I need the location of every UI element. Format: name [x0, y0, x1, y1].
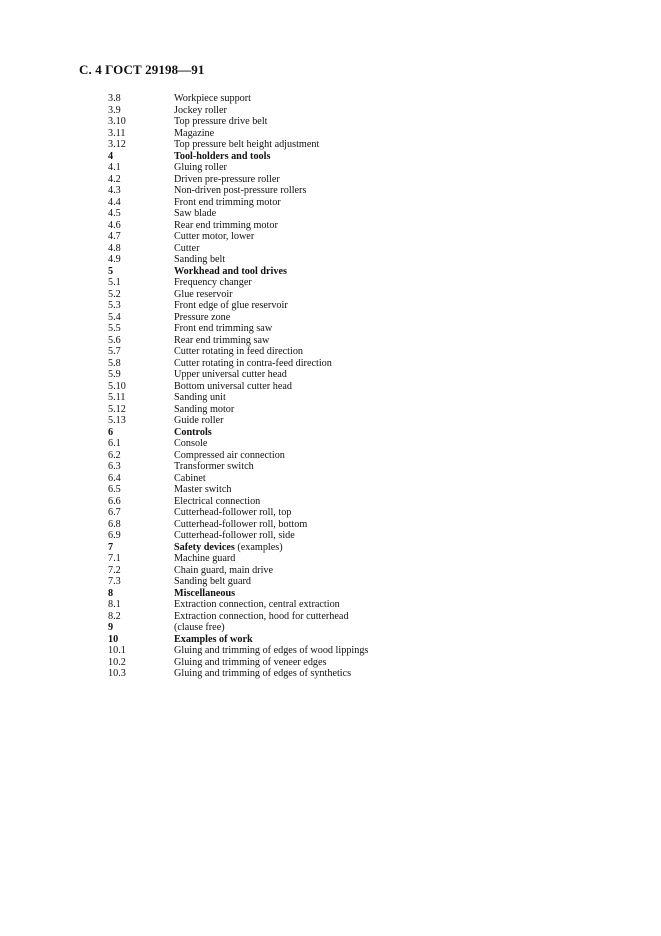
item-label: Rear end trimming saw: [174, 334, 270, 346]
legend-item: [108, 496, 628, 508]
item-number: 7: [108, 541, 114, 553]
item-number: 3.10: [108, 116, 126, 127]
item-label: Extraction connection, central extraction: [174, 599, 340, 610]
item-label: Chain guard, main drive: [174, 564, 274, 576]
item-number: 6.1: [108, 438, 121, 449]
item-label: Non-driven post-pressure rollers: [174, 185, 307, 196]
item-number: 4.7: [108, 231, 121, 242]
item-text: [174, 496, 628, 508]
legend-item: [108, 277, 628, 289]
item-label: Gluing and trimming of veneer edges: [174, 656, 327, 668]
legend-item: [108, 611, 628, 623]
legend-item: [108, 645, 628, 657]
item-text: [174, 576, 628, 588]
item-label: Controls: [174, 426, 212, 438]
section-heading-row: [108, 151, 628, 163]
item-number: 8: [108, 587, 114, 599]
item-number: 3.12: [108, 139, 126, 150]
legend-item: [108, 461, 628, 473]
item-number: 4.2: [108, 173, 121, 185]
item-number: 7.2: [108, 564, 121, 576]
item-text: [174, 645, 628, 657]
item-label: Top pressure belt height adjustment: [174, 139, 320, 150]
item-text: [174, 369, 628, 381]
legend-item: [108, 139, 628, 151]
item-label: Glue reservoir: [174, 288, 233, 300]
legend-item: [108, 507, 628, 519]
item-number: 6.8: [108, 518, 121, 530]
item-number: 3.9: [108, 104, 121, 116]
item-label: Bottom universal cutter head: [174, 380, 292, 392]
item-text: [174, 484, 628, 496]
legend-item: [108, 231, 628, 243]
item-label: Cutter motor, lower: [174, 231, 255, 242]
item-label: Console: [174, 438, 208, 449]
legend-item: [108, 116, 628, 128]
item-label: Extraction connection, hood for cutterhead: [174, 610, 349, 622]
item-number: 4.4: [108, 196, 121, 208]
item-text: [174, 657, 628, 669]
item-text: [174, 151, 628, 163]
legend-item: [108, 599, 628, 611]
item-number: 10.1: [108, 645, 126, 656]
item-text: [174, 450, 628, 462]
item-label: Cabinet: [174, 472, 206, 484]
item-label: Cutter rotating in feed direction: [174, 346, 304, 357]
item-text: [174, 415, 628, 427]
item-number: 8.2: [108, 610, 121, 622]
legend-item: [108, 622, 628, 634]
item-number: 5.9: [108, 369, 121, 380]
item-label: Cutter: [174, 242, 200, 254]
item-text: [174, 507, 628, 519]
item-label: Sanding unit: [174, 392, 226, 403]
item-text: [174, 243, 628, 255]
item-label: Master switch: [174, 484, 232, 495]
item-text: [174, 634, 628, 646]
item-text: [174, 197, 628, 209]
item-number: 4.5: [108, 208, 121, 219]
legend-item: [108, 530, 628, 542]
item-label: Rear end trimming motor: [174, 219, 278, 231]
item-number: 4.6: [108, 219, 121, 231]
item-number: 5.13: [108, 415, 126, 426]
item-number: 5.7: [108, 346, 121, 357]
section-heading-row: [108, 542, 628, 554]
item-text: [174, 553, 628, 565]
item-text: [174, 254, 628, 266]
item-label: Gluing and trimming of edges of wood lippings: [174, 645, 369, 656]
item-text: [174, 93, 628, 105]
item-number: 5.4: [108, 311, 121, 323]
legend-item: [108, 450, 628, 462]
legend-item: [108, 323, 628, 335]
item-text: [174, 542, 628, 554]
item-number: 6.9: [108, 530, 121, 541]
section-heading-row: [108, 588, 628, 600]
item-label: Gluing roller: [174, 162, 227, 173]
legend-item: [108, 346, 628, 358]
item-number: 5.2: [108, 288, 121, 300]
legend-list: [108, 93, 628, 680]
legend-item: [108, 565, 628, 577]
legend-item: [108, 438, 628, 450]
item-number: 9: [108, 622, 114, 633]
legend-item: [108, 358, 628, 370]
legend-item: [108, 289, 628, 301]
item-text: [174, 105, 628, 117]
item-number: 6: [108, 426, 114, 438]
item-text: [174, 174, 628, 186]
item-label: Safety devices: [174, 541, 235, 553]
item-label: Workpiece support: [174, 93, 251, 104]
page-header: С. 4 ГОСТ 29198—91: [79, 62, 205, 77]
item-number: 3.8: [108, 93, 121, 104]
legend-item: [108, 312, 628, 324]
legend-item: [108, 128, 628, 140]
item-label: Cutterhead-follower roll, bottom: [174, 518, 308, 530]
item-text: [174, 312, 628, 324]
item-text: [174, 438, 628, 450]
item-number: 4.1: [108, 162, 121, 173]
item-number: 6.5: [108, 484, 121, 495]
item-text: [174, 139, 628, 151]
item-label: Saw blade: [174, 208, 217, 219]
item-number: 5.1: [108, 277, 121, 288]
item-text: [174, 565, 628, 577]
item-text: [174, 208, 628, 220]
legend-item: [108, 93, 628, 105]
item-number: 5: [108, 265, 114, 277]
item-number: 7.3: [108, 576, 121, 587]
legend-item: [108, 162, 628, 174]
item-label: Workhead and tool drives: [174, 265, 287, 277]
item-text: [174, 358, 628, 370]
legend-item: [108, 404, 628, 416]
section-heading-row: [108, 427, 628, 439]
item-number: 5.12: [108, 403, 126, 415]
item-text: [174, 427, 628, 439]
legend-item: [108, 553, 628, 565]
section-heading-row: [108, 266, 628, 278]
legend-item: [108, 576, 628, 588]
item-number: 5.5: [108, 323, 121, 334]
legend-item: [108, 381, 628, 393]
legend-item: [108, 335, 628, 347]
item-text: [174, 668, 628, 680]
legend-item: [108, 243, 628, 255]
legend-item: [108, 473, 628, 485]
item-text: [174, 346, 628, 358]
item-number: 4.9: [108, 254, 121, 265]
item-text: [174, 599, 628, 611]
item-label: Cutter rotating in contra-feed direction: [174, 357, 332, 369]
item-text: [174, 185, 628, 197]
item-text: [174, 519, 628, 531]
item-number: 5.6: [108, 334, 121, 346]
item-number: 8.1: [108, 599, 121, 610]
legend-item: [108, 369, 628, 381]
legend-item: [108, 392, 628, 404]
item-label: Sanding belt: [174, 254, 226, 265]
item-label: Upper universal cutter head: [174, 369, 287, 380]
item-number: 4: [108, 150, 114, 162]
legend-item: [108, 657, 628, 669]
item-label: Machine guard: [174, 553, 236, 564]
legend-item: [108, 220, 628, 232]
legend-item: [108, 105, 628, 117]
item-label: Frequency changer: [174, 277, 252, 288]
item-label: Miscellaneous: [174, 587, 236, 599]
legend-item: [108, 185, 628, 197]
legend-item: [108, 415, 628, 427]
item-text: [174, 404, 628, 416]
item-text: [174, 473, 628, 485]
item-number: 6.6: [108, 495, 121, 507]
item-label: Sanding motor: [174, 403, 235, 415]
item-text: [174, 128, 628, 140]
legend-item: [108, 519, 628, 531]
item-label: Guide roller: [174, 415, 224, 426]
item-label: Jockey roller: [174, 104, 227, 116]
item-text: [174, 231, 628, 243]
item-label: Cutterhead-follower roll, side: [174, 530, 295, 541]
item-label: Front end trimming saw: [174, 323, 273, 334]
item-number: 4.8: [108, 242, 121, 254]
item-label: Front end trimming motor: [174, 196, 281, 208]
item-label: Front edge of glue reservoir: [174, 300, 288, 311]
item-text: [174, 277, 628, 289]
item-label: Top pressure drive belt: [174, 116, 268, 127]
item-number: 5.8: [108, 357, 121, 369]
item-label: Examples of work: [174, 633, 253, 645]
item-label: Gluing and trimming of edges of synthetics: [174, 668, 352, 679]
item-text: [174, 289, 628, 301]
item-number: 10.2: [108, 656, 126, 668]
item-number: 3.11: [108, 127, 126, 139]
item-number: 5.11: [108, 392, 126, 403]
item-label: Tool-holders and tools: [174, 150, 271, 162]
item-label: (clause free): [174, 622, 225, 633]
item-label: Transformer switch: [174, 461, 254, 472]
item-label: Electrical connection: [174, 495, 261, 507]
item-number: 6.3: [108, 461, 121, 472]
legend-item: [108, 254, 628, 266]
item-label: Magazine: [174, 127, 215, 139]
item-text: [174, 530, 628, 542]
item-text: [174, 162, 628, 174]
item-number: 5.10: [108, 380, 126, 392]
item-number: 5.3: [108, 300, 121, 311]
item-text: [174, 220, 628, 232]
item-label: Driven pre-pressure roller: [174, 173, 280, 185]
item-number: 7.1: [108, 553, 121, 564]
legend-item: [108, 208, 628, 220]
section-heading-row: [108, 634, 628, 646]
item-text: [174, 300, 628, 312]
item-text: [174, 611, 628, 623]
item-text: [174, 392, 628, 404]
legend-item: [108, 174, 628, 186]
item-label: Pressure zone: [174, 311, 231, 323]
item-text: [174, 323, 628, 335]
legend-item: [108, 197, 628, 209]
item-label-suffix: (examples): [234, 541, 283, 553]
item-number: 4.3: [108, 185, 121, 196]
item-label: Sanding belt guard: [174, 576, 251, 587]
item-number: 6.7: [108, 507, 121, 518]
item-text: [174, 266, 628, 278]
item-text: [174, 335, 628, 347]
item-number: 6.4: [108, 472, 121, 484]
item-number: 6.2: [108, 449, 121, 461]
legend-item: [108, 668, 628, 680]
item-number: 10: [108, 633, 119, 645]
legend-item: [108, 484, 628, 496]
item-text: [174, 622, 628, 634]
legend-item: [108, 300, 628, 312]
item-text: [174, 588, 628, 600]
item-text: [174, 461, 628, 473]
item-number: 10.3: [108, 668, 126, 679]
item-text: [174, 116, 628, 128]
item-label: Compressed air connection: [174, 449, 285, 461]
item-text: [174, 381, 628, 393]
item-label: Cutterhead-follower roll, top: [174, 507, 292, 518]
